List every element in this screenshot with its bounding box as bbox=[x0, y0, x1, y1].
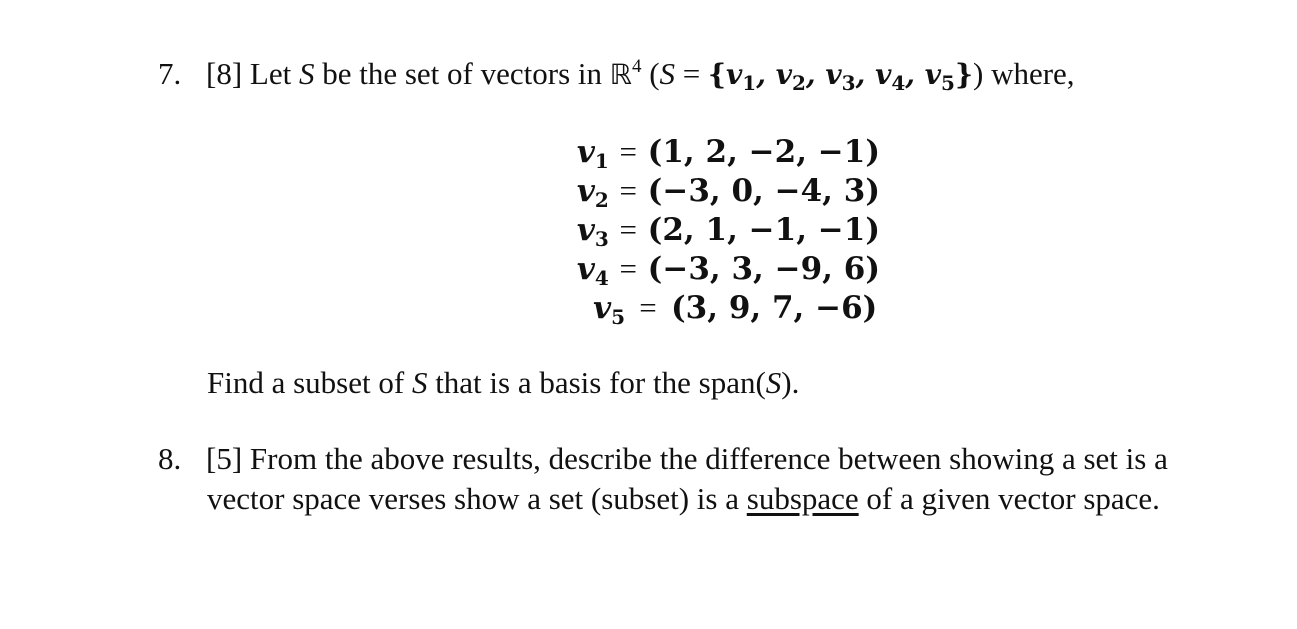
problem-8-line-2-b: of a given vector space. bbox=[866, 481, 1160, 516]
real-numbers-symbol: ℝ bbox=[609, 58, 632, 91]
set-brace-open: { bbox=[708, 58, 727, 91]
problem-7-points: [8] bbox=[206, 56, 243, 91]
problem-8-line-2-a: vector space verses show a set (subset) is a bbox=[207, 481, 739, 516]
set-symbol-S: S bbox=[298, 56, 315, 91]
find-text-a: Find a subset of bbox=[207, 365, 405, 400]
problem-7-question bbox=[207, 364, 799, 402]
vector-row bbox=[520, 210, 880, 249]
vector-name: $v_4$ bbox=[576, 251, 609, 290]
vector-value: (3, 9, 7, −6) bbox=[671, 290, 878, 326]
vector-name: $v_2$ bbox=[576, 173, 609, 212]
set-elements: $v_1$, $v_2$, $v_3$, $v_4$, $v_5$ bbox=[726, 58, 955, 95]
vector-equals: = bbox=[639, 290, 657, 325]
vector-name: $v_5$ bbox=[593, 290, 625, 329]
find-text-b: that is a basis for the span( bbox=[435, 365, 766, 400]
vector-row bbox=[520, 132, 880, 171]
problem-8-points: [5] bbox=[206, 441, 243, 476]
problem-8-number: 8. bbox=[158, 441, 182, 476]
problem-7-number: 7. bbox=[158, 56, 182, 91]
set-brace-close: } bbox=[954, 58, 973, 91]
vector-name: $v_3$ bbox=[576, 212, 609, 251]
vector-row bbox=[520, 288, 880, 327]
equals-sign: = bbox=[675, 56, 708, 91]
problem-8-line-1: From the above results, describe the difference between showing a set is a bbox=[249, 441, 1168, 476]
vector-name: $v_1$ bbox=[576, 134, 609, 173]
vector-row bbox=[520, 171, 880, 210]
set-symbol-S-definition: S bbox=[659, 56, 676, 91]
problem-7-intro-b: be the set of vectors in bbox=[322, 56, 602, 91]
problem-7-statement bbox=[158, 55, 1075, 102]
find-span-set-symbol: S bbox=[765, 365, 782, 400]
vector-equals: = bbox=[619, 212, 637, 247]
problem-8-statement bbox=[158, 440, 1168, 478]
find-text-c: ). bbox=[781, 365, 800, 400]
vector-equals: = bbox=[619, 251, 637, 286]
subspace-underlined-word: subspace bbox=[746, 481, 859, 516]
dimension-exponent: 4 bbox=[631, 56, 642, 77]
where-text: where, bbox=[991, 56, 1075, 91]
vector-equals: = bbox=[619, 173, 637, 208]
vector-value: (−3, 0, −4, 3) bbox=[647, 173, 880, 209]
paren-close: ) bbox=[972, 56, 984, 91]
vector-value: (−3, 3, −9, 6) bbox=[647, 251, 880, 287]
problem-8-line-2 bbox=[207, 480, 1160, 518]
vector-equals: = bbox=[619, 134, 637, 169]
vector-value: (2, 1, −1, −1) bbox=[647, 212, 880, 248]
paren-open: ( bbox=[649, 56, 660, 91]
problem-7-intro-a: Let bbox=[249, 56, 292, 91]
vector-definitions bbox=[520, 132, 880, 327]
vector-value: (1, 2, −2, −1) bbox=[647, 134, 880, 170]
find-set-symbol: S bbox=[411, 365, 428, 400]
vector-row bbox=[520, 249, 880, 288]
